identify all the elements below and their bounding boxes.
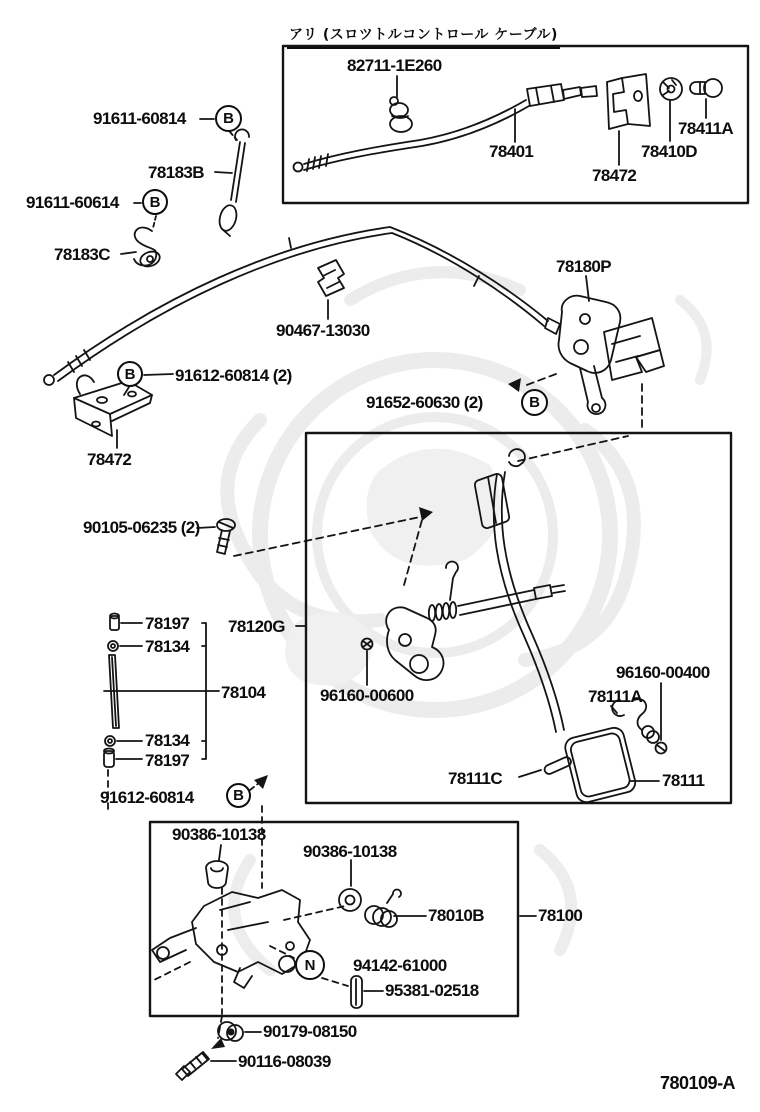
clip-78183c-icon [134, 228, 162, 269]
part-label-78183b: 78183B [148, 163, 204, 182]
part-label-78472-left: 78472 [87, 450, 132, 469]
cap-78411a-icon [690, 79, 722, 97]
link-78180p-icon [545, 296, 664, 414]
part-label-78401: 78401 [489, 142, 534, 161]
spring-icon [429, 602, 456, 621]
part-label-78134-top: 78134 [145, 637, 190, 656]
fastener-marker-b-4: B [521, 389, 548, 416]
part-label-78197-top: 78197 [145, 614, 190, 633]
part-label-78111c: 78111C [448, 769, 503, 788]
part-label-82711-1e260: 82711-1E260 [347, 56, 442, 75]
part-label-91611-60614: 91611-60614 [26, 193, 119, 212]
part-label-78111a: 78111A [588, 687, 643, 706]
figure-code: 780109-A [660, 1073, 736, 1093]
part-label-91652-60630-2: 91652-60630 (2) [366, 393, 483, 412]
screw-96160-00400-icon [656, 743, 667, 754]
part-label-78134-bottom: 78134 [145, 731, 190, 750]
clamp-82711-icon [390, 97, 412, 132]
rod-78183b-icon [217, 129, 249, 236]
fastener-marker-b-2: B [142, 189, 168, 215]
part-label-78410d: 78410D [641, 142, 697, 161]
grommet-90386-1-icon [206, 861, 228, 888]
part-label-78183c: 78183C [54, 245, 110, 264]
bracket-78472-left-icon [74, 375, 152, 436]
pin-78197-bottom-icon [104, 749, 114, 768]
part-label-78180p: 78180P [556, 257, 612, 276]
cable-78401-art [294, 84, 598, 172]
part-label-78120g: 78120G [228, 617, 285, 636]
part-label-78472-top: 78472 [592, 166, 637, 185]
part-label-90386-10138-1: 90386-10138 [172, 825, 266, 844]
part-label-90105-06235-2: 90105-06235 (2) [83, 518, 200, 537]
part-label-96160-00400: 96160-00400 [616, 663, 710, 682]
grommet-90386-2-icon [339, 889, 361, 911]
bracket-78472-top-icon [607, 74, 650, 129]
key-95381-icon [351, 976, 362, 1008]
part-label-95381-02518: 95381-02518 [385, 981, 479, 1000]
watermark [227, 272, 706, 970]
fastener-marker-b-3: B [117, 361, 143, 387]
part-label-90386-10138-2: 90386-10138 [303, 842, 397, 861]
grommet-78410d-icon [660, 78, 682, 100]
fastener-marker-b-1: B [215, 105, 242, 132]
part-label-96160-00600: 96160-00600 [320, 686, 414, 705]
part-label-91612-60814: 91612-60814 [100, 788, 194, 807]
part-label-78104: 78104 [221, 683, 266, 702]
part-label-78100: 78100 [538, 906, 583, 925]
bolt-icon [458, 585, 565, 615]
ring-78134-top-icon [108, 641, 118, 651]
fastener-marker-b-5: B [226, 783, 251, 808]
diagram-title-jp: アリ (スロツトルコントロール ケーブル) [287, 27, 560, 49]
cotter-pin [446, 562, 458, 600]
nut-90179-icon [218, 1022, 243, 1041]
pin-78197-top-icon [110, 614, 119, 631]
part-label-91612-60814-2: 91612-60814 (2) [175, 366, 292, 385]
pedal-pad-icon [563, 726, 637, 805]
part-label-94142-61000: 94142-61000 [353, 956, 447, 975]
ring-78134-bottom-icon [105, 736, 115, 746]
spring-78010b-icon [365, 890, 401, 927]
part-label-90467-13030: 90467-13030 [276, 321, 370, 340]
part-label-91611-60814: 91611-60814 [93, 109, 186, 128]
part-label-78197-bottom: 78197 [145, 751, 190, 770]
bolt-90116-icon [176, 1052, 209, 1080]
part-label-78111: 78111 [662, 771, 705, 790]
part-label-90116-08039: 90116-08039 [238, 1052, 331, 1071]
part-label-78010b: 78010B [428, 906, 484, 925]
part-label-90179-08150: 90179-08150 [263, 1022, 357, 1041]
clamp-90467-icon [318, 260, 344, 296]
fastener-marker-n: N [295, 950, 325, 980]
part-label-78411a: 78411A [678, 119, 734, 138]
